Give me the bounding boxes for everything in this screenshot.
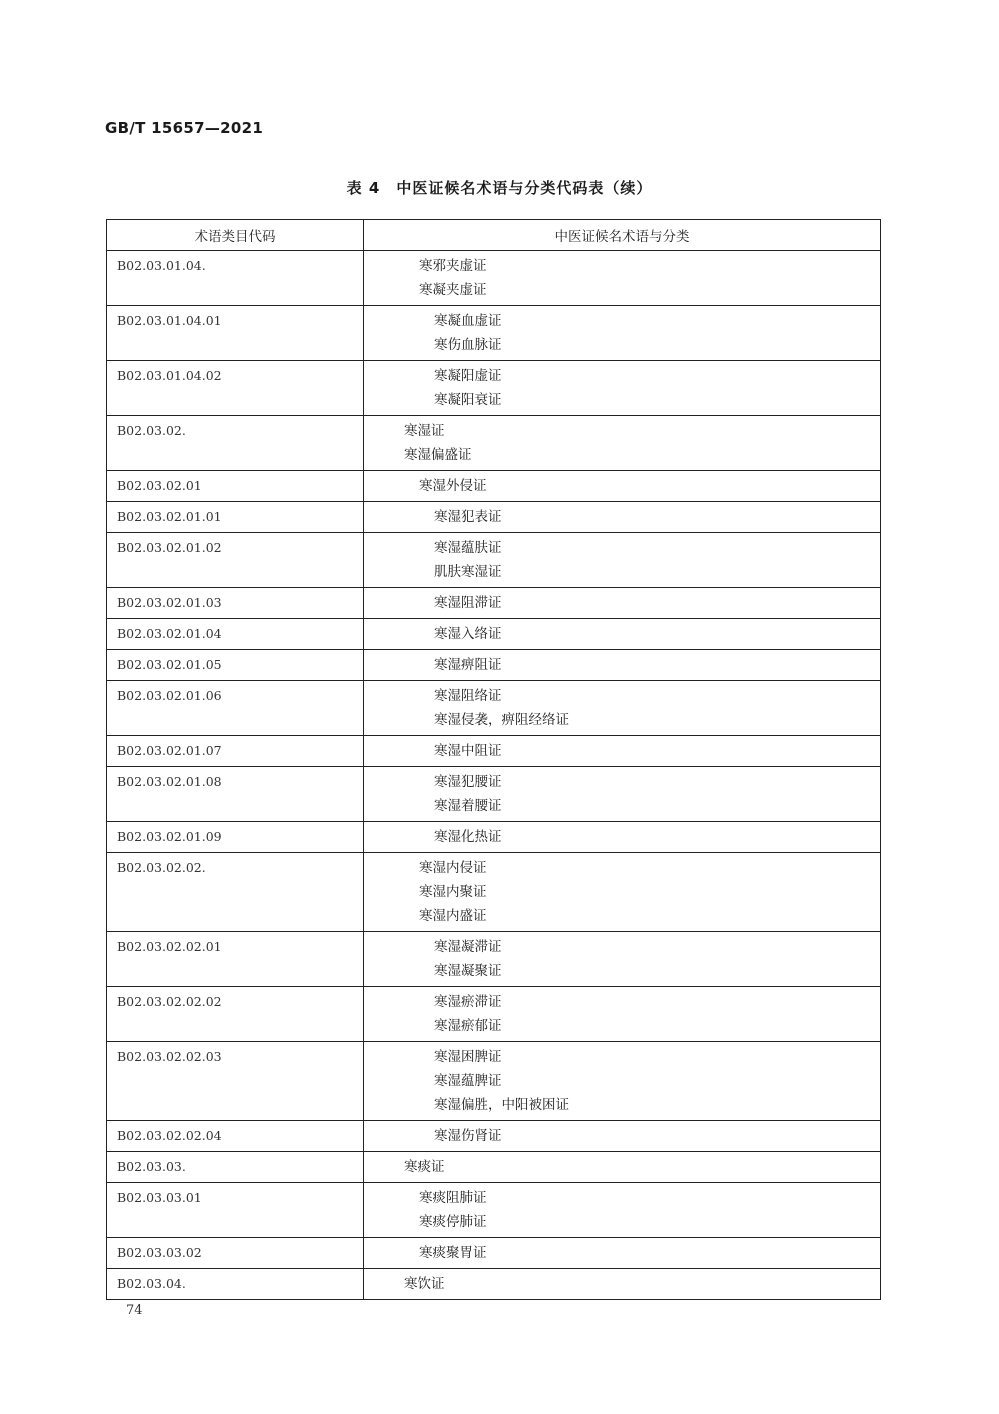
term-name: 寒湿痹阻证	[434, 657, 502, 673]
term-name: 寒湿偏胜，中阳被困证	[434, 1097, 569, 1113]
term-names-cell	[364, 306, 881, 361]
term-code-cell: B02.03.02.01.02	[107, 533, 364, 588]
term-name: 寒凝夹虚证	[419, 282, 487, 298]
column-header-term: 中医证候名术语与分类	[364, 220, 881, 251]
table-row	[107, 736, 881, 767]
table-row	[107, 1183, 881, 1238]
table-row	[107, 1152, 881, 1183]
table-row	[107, 361, 881, 416]
term-name: 寒痰停肺证	[419, 1214, 487, 1230]
table-row	[107, 681, 881, 736]
term-names-cell	[364, 471, 881, 502]
table-row	[107, 1121, 881, 1152]
term-code-cell: B02.03.02.02.	[107, 853, 364, 932]
term-name: 寒湿蕴肤证	[434, 540, 502, 556]
term-code-cell: B02.03.02.01.09	[107, 822, 364, 853]
standard-number: GB/T 15657—2021	[105, 119, 264, 137]
term-name: 寒湿内盛证	[419, 908, 487, 924]
term-name: 寒湿犯表证	[434, 509, 502, 525]
term-code-cell: B02.03.03.01	[107, 1183, 364, 1238]
term-code-cell: B02.03.02.01	[107, 471, 364, 502]
table-row	[107, 251, 881, 306]
term-name: 寒湿内侵证	[419, 860, 487, 876]
term-code-cell: B02.03.01.04.	[107, 251, 364, 306]
term-code-cell: B02.03.04.	[107, 1269, 364, 1300]
term-code-cell: B02.03.02.01.01	[107, 502, 364, 533]
term-name: 寒湿偏盛证	[404, 447, 472, 463]
term-names-cell	[364, 1183, 881, 1238]
term-name: 寒湿内聚证	[419, 884, 487, 900]
term-name: 寒湿侵袭，痹阻经络证	[434, 712, 569, 728]
term-names-cell	[364, 1269, 881, 1300]
term-name: 寒湿化热证	[434, 829, 502, 845]
term-name: 寒湿着腰证	[434, 798, 502, 814]
term-name: 寒湿伤肾证	[434, 1128, 502, 1144]
table-row	[107, 822, 881, 853]
table-title: 表 4 中医证候名术语与分类代码表（续）	[346, 179, 653, 197]
table-row	[107, 416, 881, 471]
term-name: 寒凝阳虚证	[434, 368, 502, 384]
table-row	[107, 533, 881, 588]
term-code-cell: B02.03.03.02	[107, 1238, 364, 1269]
table-row	[107, 588, 881, 619]
term-name: 寒湿瘀郁证	[434, 1018, 502, 1034]
term-code-cell: B02.03.02.02.04	[107, 1121, 364, 1152]
term-names-cell	[364, 822, 881, 853]
term-code-cell: B02.03.02.02.02	[107, 987, 364, 1042]
term-names-cell	[364, 736, 881, 767]
term-name: 寒湿证	[404, 423, 445, 439]
term-code-cell: B02.03.02.02.03	[107, 1042, 364, 1121]
term-name: 寒凝阳衰证	[434, 392, 502, 408]
term-name: 寒湿入络证	[434, 626, 502, 642]
table-header-row	[107, 220, 881, 251]
term-name: 寒凝血虚证	[434, 313, 502, 329]
table-row	[107, 471, 881, 502]
term-name: 寒湿凝聚证	[434, 963, 502, 979]
table-row	[107, 767, 881, 822]
table-row	[107, 853, 881, 932]
term-name: 寒痰阻肺证	[419, 1190, 487, 1206]
term-name: 寒邪夹虚证	[419, 258, 487, 274]
term-name: 寒痰聚胃证	[419, 1245, 487, 1261]
term-name: 寒湿困脾证	[434, 1049, 502, 1065]
term-names-cell	[364, 361, 881, 416]
term-names-cell	[364, 619, 881, 650]
term-code-cell: B02.03.02.01.08	[107, 767, 364, 822]
table-row	[107, 932, 881, 987]
term-name: 寒湿蕴脾证	[434, 1073, 502, 1089]
term-code-cell: B02.03.02.01.04	[107, 619, 364, 650]
term-name: 寒湿瘀滞证	[434, 994, 502, 1010]
table-row	[107, 1269, 881, 1300]
term-name: 寒湿中阻证	[434, 743, 502, 759]
term-names-cell	[364, 251, 881, 306]
table-row	[107, 502, 881, 533]
term-code-cell: B02.03.02.01.05	[107, 650, 364, 681]
term-names-cell	[364, 767, 881, 822]
term-name: 寒湿阻络证	[434, 688, 502, 704]
term-names-cell	[364, 1042, 881, 1121]
term-names-cell	[364, 502, 881, 533]
table-body	[107, 251, 881, 1300]
table-row	[107, 306, 881, 361]
term-code-cell: B02.03.02.01.03	[107, 588, 364, 619]
term-names-cell	[364, 932, 881, 987]
term-names-cell	[364, 1152, 881, 1183]
term-names-cell	[364, 681, 881, 736]
term-names-cell	[364, 416, 881, 471]
term-names-cell	[364, 987, 881, 1042]
term-name: 肌肤寒湿证	[434, 564, 502, 580]
column-header-code: 术语类目代码	[107, 220, 364, 251]
term-names-cell	[364, 853, 881, 932]
term-code-cell: B02.03.02.01.07	[107, 736, 364, 767]
table-row	[107, 650, 881, 681]
term-names-cell	[364, 1121, 881, 1152]
term-names-cell	[364, 533, 881, 588]
page-number: 74	[126, 1303, 143, 1318]
term-name: 寒湿阻滞证	[434, 595, 502, 611]
table-row	[107, 987, 881, 1042]
term-name: 寒湿外侵证	[419, 478, 487, 494]
term-code-cell: B02.03.02.02.01	[107, 932, 364, 987]
term-name: 寒湿犯腰证	[434, 774, 502, 790]
term-names-cell	[364, 588, 881, 619]
term-code-cell: B02.03.02.	[107, 416, 364, 471]
term-name: 寒湿凝滞证	[434, 939, 502, 955]
terms-table	[106, 219, 881, 1300]
term-names-cell	[364, 650, 881, 681]
table-row	[107, 1238, 881, 1269]
term-code-cell: B02.03.03.	[107, 1152, 364, 1183]
term-names-cell	[364, 1238, 881, 1269]
table-row	[107, 619, 881, 650]
term-code-cell: B02.03.01.04.01	[107, 306, 364, 361]
term-code-cell: B02.03.02.01.06	[107, 681, 364, 736]
table-row	[107, 1042, 881, 1121]
term-name: 寒伤血脉证	[434, 337, 502, 353]
term-name: 寒痰证	[404, 1159, 445, 1175]
term-code-cell: B02.03.01.04.02	[107, 361, 364, 416]
term-name: 寒饮证	[404, 1276, 445, 1292]
